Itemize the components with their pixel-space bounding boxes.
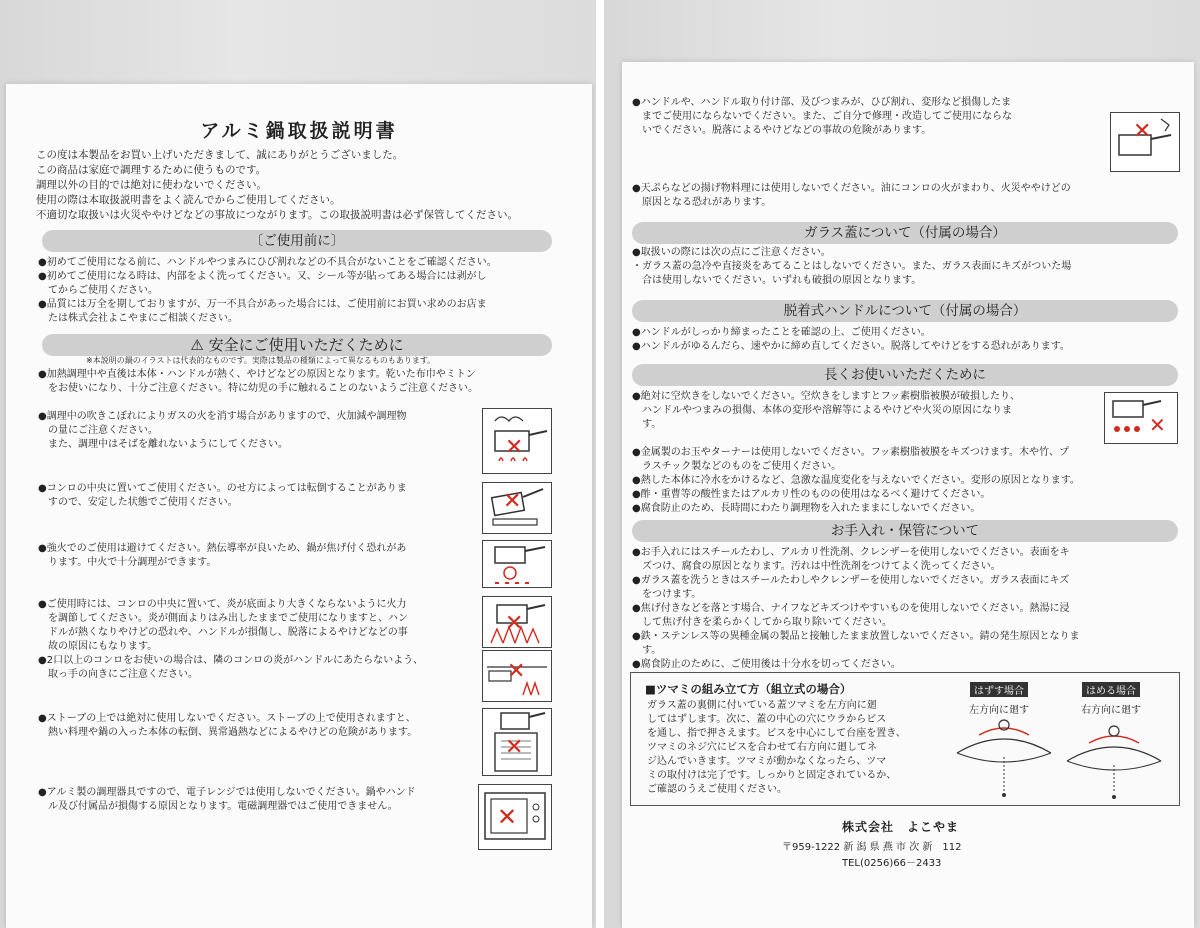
item-text: ツマミのネジ穴にビスを合わせて右方向に廻してネ <box>647 742 877 753</box>
photo-divider <box>596 0 604 928</box>
before-use-item <box>38 298 487 326</box>
item-text: ります。中火で十分調理ができます。 <box>38 557 217 568</box>
item-text: また、調理中はそばを離れないようにしてください。 <box>38 439 288 450</box>
item-text: ・ガラス蓋の急冷や直接炎をあてることはしないでください。また、ガラス表面にキズがついた場 <box>632 261 1072 272</box>
right-photo <box>604 0 1200 928</box>
illustration-note: ※本説明の鍋のイラストは代表的なものです。実際は製品の種類によって異なるものもあります。 <box>86 356 436 365</box>
item-text: ●2口以上のコンロをお使いの場合は、隣のコンロの炎がハンドルにあたらないよう、 <box>38 655 424 666</box>
item-text: ●焦げ付きなどを落とす場合、ナイフなどキズつけやすいものを使用しないでください。熱湯に浸 <box>632 603 1070 614</box>
company-name: 株式会社 よこやま <box>842 820 960 834</box>
safety-item <box>38 598 408 654</box>
item-text: てからご使用ください。 <box>38 285 158 296</box>
damaged-handle-illustration <box>1110 112 1180 172</box>
section-heading-before-use: 〔ご使用前に〕 <box>42 230 552 252</box>
attach-knob-panel <box>1061 679 1161 716</box>
instruction-sheet-left <box>6 84 592 928</box>
item-text: ●調理中の吹きこぼれによりガスの火を消す場合がありますので、火加減や調理物 <box>38 411 407 422</box>
item-text: 取っ手の向きにご注意ください。 <box>38 669 198 680</box>
item-text: ズつけ、腐食の原因となります。汚れは中性洗剤をつけてよく洗ってください。 <box>632 561 1001 572</box>
lid-attach-diagram <box>1059 713 1169 803</box>
item-text: ジ込んでいきます。ツマミが動かなくなったら、ツマ <box>647 756 887 767</box>
intro-line: 調理以外の目的では絶対に使わないでください。 <box>36 179 267 191</box>
item-text: ●アルミ製の調理器具ですので、電子レンジでは使用しないでください。鍋やハンド <box>38 787 416 798</box>
boilover-illustration <box>482 408 552 474</box>
item-text: ドルが熱くなりやけどの恐れや、ハンドルが損傷し、脱落によるやけどなどの事 <box>38 627 408 638</box>
safety-item <box>38 712 417 740</box>
before-use-item <box>38 256 497 270</box>
item-text: をお使いになり、十分ご注意ください。特に幼児の手に触れることのないようご注意ください。 <box>38 383 478 394</box>
item-text: いでください。脱落によるやけどなどの事故の危険があります。 <box>632 125 932 136</box>
section-heading-detachable-handle: 脱着式ハンドルについて（付属の場合） <box>632 300 1178 322</box>
assembly-instructions <box>647 699 906 797</box>
assembly-box <box>630 672 1180 806</box>
item-text: ●ガラス蓋を洗うときはスチールたわしやクレンザーを使用しないでください。ガラス表面にキズ <box>632 575 1070 586</box>
safety-item <box>38 482 407 510</box>
item-text: 故の原因にもなります。 <box>38 641 158 652</box>
safety-item <box>38 786 416 814</box>
top-item <box>632 182 1071 210</box>
pot-on-burner-icon <box>483 541 551 587</box>
top-item <box>632 96 1012 138</box>
item-text: を通し、指で押さえます。ビスを中心にして台座を置き、 <box>647 728 906 739</box>
item-text: ●強火でのご使用は避けてください。熱伝導率が良いため、鍋が焦げ付く恐れがあ <box>38 543 407 554</box>
intro-line: この度は本製品をお買い上げいただきまして、誠にありがとうございました。 <box>36 149 404 161</box>
item-text: す。 <box>632 645 662 656</box>
item-text: ●初めてご使用になる時は、内部をよく洗ってください。又、シール等が貼ってある場合には剥がし <box>38 271 487 282</box>
item-text: すので、安定した状態でご使用ください。 <box>38 497 238 508</box>
cross-icon: ✕ <box>505 435 524 460</box>
microwave-illustration <box>478 784 552 850</box>
remove-knob-panel <box>949 679 1049 716</box>
glass-lid-item <box>632 260 1071 288</box>
item-text: ●加熱調理中や直後は本体・ハンドルが熱く、やけどなどの原因となります。乾いた布巾やミトン <box>38 369 476 380</box>
lid-remove-diagram <box>949 713 1059 803</box>
pot-on-burner-icon <box>1105 393 1177 443</box>
long-use-item <box>632 390 1020 432</box>
item-text: ●酢・重曹等の酸性またはアルカリ性のものの使用はなるべく避けてください。 <box>632 489 991 500</box>
instruction-sheet-right <box>622 62 1194 928</box>
item-text: を調節してください。炎が側面よりはみ出したままでご使用になりますと、ハン <box>38 613 408 624</box>
item-text: ●金属製のお玉やターナーは使用しないでください。フッ素樹脂被膜をキズつけます。木や竹、プ <box>632 447 1070 458</box>
handle-item <box>632 326 1070 354</box>
item-text: ●お手入れにはスチールたわし、アルカリ性洗剤、クレンザーを使用しないでください。表面をキ <box>632 547 1070 558</box>
item-text: してはずします。次に、蓋の中心の穴にウラからビス <box>647 714 887 725</box>
care-items <box>632 546 1079 672</box>
item-text: たは株式会社よこやまにご相談ください。 <box>38 313 238 324</box>
assembly-heading: ■ツマミの組み立て方（組立式の場合） <box>645 682 852 696</box>
item-text: ●絶対に空炊きをしないでください。空炊きをしますとフッ素樹脂被膜が破損したり、 <box>632 391 1021 402</box>
attach-tag: はめる場合 <box>1082 682 1140 697</box>
safety-item <box>38 368 478 396</box>
remove-direction: 左方向に廻す <box>969 705 1029 716</box>
flame-overflow-illustration <box>482 596 552 648</box>
item-text: ●鉄・ステンレス等の異種金属の製品と接触したまま放置しないでください。錆の発生原因となりま <box>632 631 1080 642</box>
left-photo <box>0 0 596 928</box>
item-text: ●品質には万全を期しておりますが、万一不具合があった場合には、ご使用前にお買い求めのお店ま <box>38 299 487 310</box>
item-text: して焦げ付きを柔らかくしてから取り除いてください。 <box>632 617 892 628</box>
item-text: 原因となる恐れがあります。 <box>632 197 772 208</box>
cross-icon: ✕ <box>505 735 524 760</box>
item-text: ●コンロの中央に置いてご使用ください。のせ方によっては転倒することがありま <box>38 483 407 494</box>
item-text: ご確認のうえご使用ください。 <box>647 784 787 795</box>
empty-heating-illustration <box>1104 392 1178 444</box>
attach-direction: 右方向に廻す <box>1081 705 1141 716</box>
section-heading-text: 安全にご使用いただくために <box>208 336 404 354</box>
unstable-pot-illustration <box>482 482 552 534</box>
warning-icon: ⚠ <box>190 336 204 354</box>
cross-icon: ✕ <box>503 489 522 514</box>
item-text: ル及び付属品が損傷する原因となります。電磁調理器ではご使用できません。 <box>38 801 398 812</box>
medium-heat-illustration <box>482 540 552 588</box>
intro-line: 不適切な取扱いは火災ややけどなどの事故につながります。この取扱説明書は必ず保管してください。 <box>36 209 518 221</box>
cross-icon: ✕ <box>1149 413 1166 437</box>
document-title: アルミ鍋取扱説明書 <box>200 120 398 142</box>
intro-block <box>36 148 518 223</box>
cross-icon: ✕ <box>507 659 526 684</box>
long-use-item <box>632 446 1080 516</box>
item-text: ●腐食防止のため、長時間にわたり調理物を入れたままにしないでください。 <box>632 503 981 514</box>
item-text: までご使用にならないでください。また、ご自分で修理・改造してご使用にならな <box>632 111 1012 122</box>
safety-item <box>38 410 407 452</box>
intro-line: 使用の際は本取扱説明書をよく読んでからご使用してください。 <box>36 194 341 206</box>
item-text: ●初めてご使用になる前に、ハンドルやつまみにひび割れなどの不具合がないことをご確認ください。 <box>38 257 497 268</box>
glass-lid-item <box>632 246 831 260</box>
section-heading-long-use: 長くお使いいただくために <box>632 364 1178 386</box>
adjacent-burner-illustration <box>482 650 552 702</box>
remove-tag: はずす場合 <box>970 682 1028 697</box>
item-text: 合は使用しないでください。いずれも破損の原因となります。 <box>632 275 922 286</box>
item-text: ●ハンドルがゆるんだら、速やかに締め直してください。脱落してやけどをする恐れがあります。 <box>632 341 1070 352</box>
item-text: ハンドルやつまみの損傷、本体の変形や溶解等によるやけどや火災の原因になりま <box>632 405 1012 416</box>
safety-item <box>38 654 423 682</box>
item-text: ●ご使用時には、コンロの中央に置いて、炎が底面より大きくならないように火力 <box>38 599 407 610</box>
item-text: ●ストーブの上では絶対に使用しないでください。ストーブの上で使用されますと、 <box>38 713 416 724</box>
cross-icon: ✕ <box>497 803 518 831</box>
item-text: ●腐食防止のために、ご使用後は十分水を切ってください。 <box>632 659 901 670</box>
section-heading-care: お手入れ・保管について <box>632 520 1178 542</box>
stove-illustration <box>482 708 552 776</box>
section-heading-glass-lid: ガラス蓋について（付属の場合） <box>632 222 1178 244</box>
item-text: ●ハンドルや、ハンドル取り付け部、及びつまみが、ひび割れ、変形など損傷したま <box>632 97 1012 108</box>
item-text: ●取扱いの際には次の点にご注意ください。 <box>632 247 831 258</box>
section-heading-safety <box>42 334 552 356</box>
item-text: の量にご注意ください。 <box>38 425 158 436</box>
item-text: ●ハンドルがしっかり締まったことを確認の上、ご使用ください。 <box>632 327 931 338</box>
item-text: ガラス蓋の裏側に付いている蓋ツマミを左方向に廻 <box>647 700 877 711</box>
intro-line: この商品は家庭で調理するために使うものです。 <box>36 164 267 176</box>
item-text: 熱い料理や鍋の入った本体の転倒、異常過熱などによるやけどの危険があります。 <box>38 727 418 738</box>
item-text: す。 <box>632 419 662 430</box>
item-text: ミの取付けは完了です。しっかりと固定されているか、 <box>647 770 897 781</box>
company-phone: TEL(0256)66－2433 <box>842 858 942 869</box>
item-text: をつけます。 <box>632 589 702 600</box>
item-text: ラスチック製などのものをご使用ください。 <box>632 461 842 472</box>
item-text: ●熱した本体に冷水をかけるなど、急激な温度変化を与えないでください。変形の原因となります。 <box>632 475 1080 486</box>
cross-icon: ✕ <box>1133 119 1152 144</box>
company-address: 〒959-1222 新 潟 県 燕 市 次 新 112 <box>782 842 962 853</box>
before-use-item <box>38 270 487 298</box>
cross-icon: ✕ <box>505 611 524 636</box>
safety-item <box>38 542 406 570</box>
item-text: ●天ぷらなどの揚げ物料理には使用しないでください。油にコンロの火がまわり、火災ややけどの <box>632 183 1071 194</box>
